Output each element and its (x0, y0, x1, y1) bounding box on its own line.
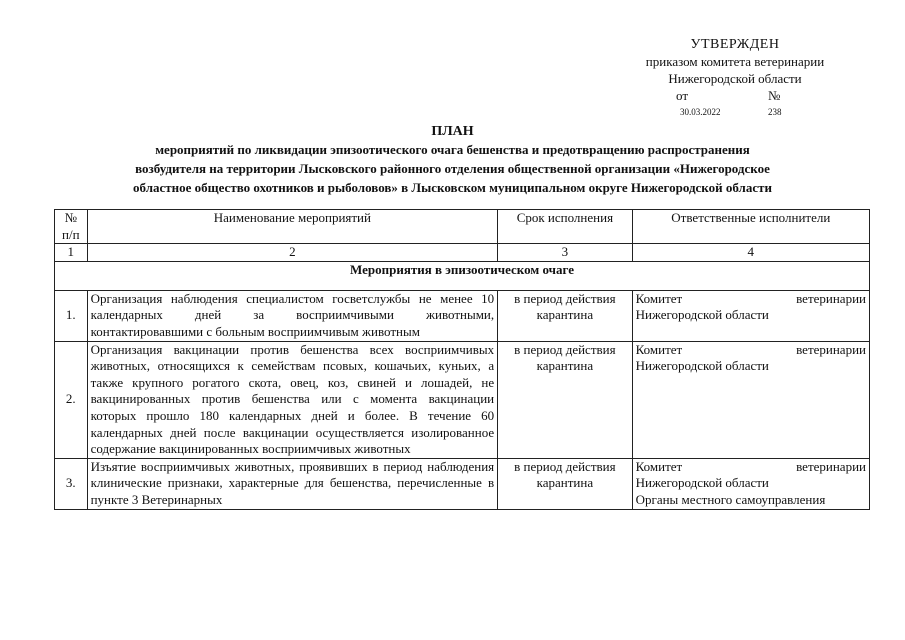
row-measure-text (87, 458, 498, 509)
approval-heading: УТВЕРЖДЕН (690, 37, 780, 52)
header-term: Срок исполнения (498, 210, 632, 244)
section-title: Мероприятия в эпизоотическом очаге (55, 261, 870, 290)
approval-line-2: Нижегородской области (668, 71, 802, 86)
row-responsible (632, 458, 869, 509)
subtitle-line-2: возбудителя на территории Лысковского районного отделения общественной организации «Нижегородское (135, 161, 770, 176)
row-measure-text-clipped: Изъятие восприимчивых животных, проявивших в период наблюдения клинические признаки, характерные для бешенства, перечисленные в пункте 3 Ветеринарных (90, 458, 495, 507)
header-num-line2: п/п (62, 226, 80, 242)
approval-date-row (600, 87, 870, 104)
from-label: от (676, 88, 689, 103)
header-responsible: Ответственные исполнители (632, 210, 869, 244)
row-number: 1. (55, 290, 88, 341)
row-responsible (632, 341, 869, 458)
section-row (55, 261, 870, 290)
col-number-4: 4 (632, 244, 869, 262)
row-term: в период действия карантина (498, 458, 632, 509)
col-number-2: 2 (87, 244, 498, 262)
plan-subtitle (40, 140, 865, 197)
header-name: Наименование мероприятий (87, 210, 498, 244)
responsible-rest: Нижегородской области (635, 307, 769, 323)
row-measure-text: Организация наблюдения специалистом госветслужбы не менее 10 календарных дней за восприимчивыми животными, контактировавшими с больным восприимчивым животным (87, 290, 498, 341)
approval-block (600, 36, 870, 118)
responsible-rest: Нижегородской области (635, 475, 769, 491)
responsible-word-2: ветеринарии (796, 290, 866, 306)
number-label: № (768, 88, 781, 103)
table-row (55, 458, 870, 509)
row-responsible (632, 290, 869, 341)
header-num (55, 210, 88, 244)
row-number: 3. (55, 458, 88, 509)
responsible-word-2: ветеринарии (796, 341, 866, 357)
table-header-row (55, 210, 870, 244)
subtitle-line-1: мероприятий по ликвидации эпизоотического очага бешенства и предотвращению распространения (155, 142, 750, 157)
row-number: 2. (55, 341, 88, 458)
responsible-word-2: ветеринарии (796, 458, 866, 474)
responsible-word-1: Комитет (635, 290, 683, 306)
responsible-extra: Органы местного самоуправления (635, 491, 826, 507)
measures-table (54, 209, 870, 510)
approval-date: 30.03.2022 (680, 107, 721, 117)
approval-values-row (600, 104, 870, 118)
header-num-line1: № (64, 210, 77, 225)
responsible-rest: Нижегородской области (635, 358, 769, 374)
column-number-row (55, 244, 870, 262)
table-row (55, 341, 870, 458)
approval-line-1: приказом комитета ветеринарии (645, 54, 825, 69)
responsible-word-1: Комитет (635, 341, 683, 357)
table-row (55, 290, 870, 341)
responsible-word-1: Комитет (635, 458, 683, 474)
col-number-1: 1 (55, 244, 88, 262)
row-term: в период действия карантина (498, 290, 632, 341)
subtitle-line-3: областное общество охотников и рыболовов» в Лысковском муниципальном округе Нижегородской области (133, 180, 772, 195)
plan-title: ПЛАН (431, 124, 474, 139)
col-number-3: 3 (498, 244, 632, 262)
row-term: в период действия карантина (498, 341, 632, 458)
approval-number: 238 (768, 107, 782, 117)
row-measure-text: Организация вакцинации против бешенства всех восприимчивых животных, относящихся к семействам псовых, кошачьих, куньих, а также крупного рогатого скота, овец, коз, свиней и лошадей, не вакцинированных против бешенства или с момента вакцинации которых прошло 180 календарных дней и более. В течение 60 календарных дней после вакцинации осуществляется изолированное содержание вакцинированных восприимчивых животных (87, 341, 498, 458)
